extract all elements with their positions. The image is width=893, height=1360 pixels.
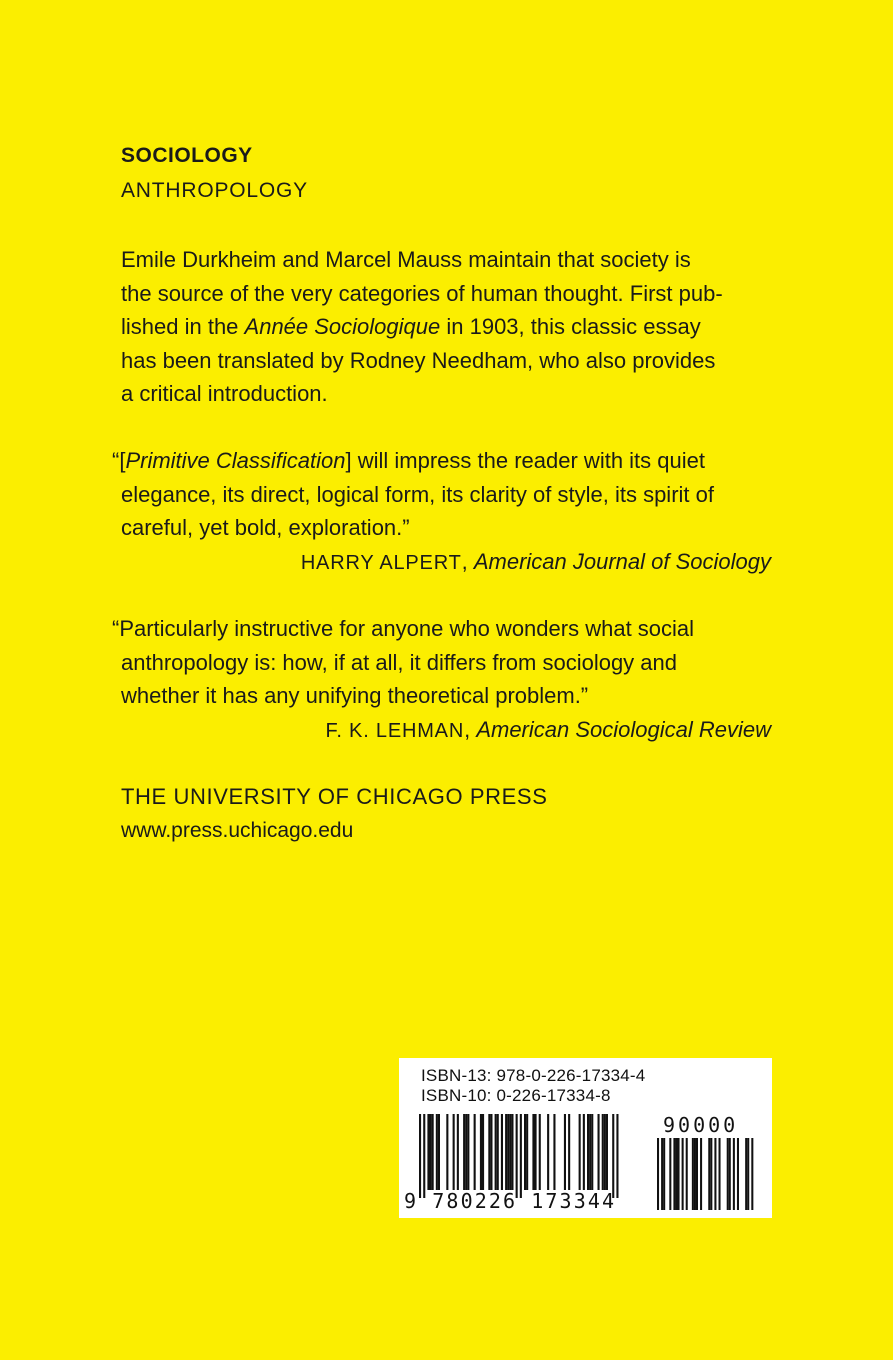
reviewer-source: American Journal of Sociology <box>473 549 771 574</box>
barcode-bar <box>419 1114 421 1198</box>
blurb-line: a critical introduction. <box>121 381 328 407</box>
barcode-bar <box>539 1114 541 1190</box>
addon-barcode-bar <box>729 1138 731 1210</box>
addon-barcode-bar <box>727 1138 729 1210</box>
barcode-bar <box>616 1114 618 1198</box>
addon-barcode-bar <box>673 1138 675 1210</box>
quote-line: elegance, its direct, logical form, its clarity of style, its spirit of <box>121 481 714 507</box>
barcode-bar <box>427 1114 429 1190</box>
barcode-bar <box>507 1114 509 1190</box>
quote-attribution-alpert <box>301 545 771 581</box>
quote-attribution-lehman <box>326 713 771 749</box>
quote-line: whether it has any unifying theoretical problem.” <box>121 683 589 709</box>
addon-barcode-bar <box>751 1138 753 1210</box>
barcode-bar <box>516 1114 518 1198</box>
barcode-bar <box>480 1114 482 1190</box>
barcode-bar <box>501 1114 503 1190</box>
isbn-barcode-label <box>399 1058 772 1218</box>
reviewer-name: F. K. LEHMAN <box>325 720 465 742</box>
barcode-bar <box>589 1114 591 1190</box>
category-secondary: ANTHROPOLOGY <box>121 179 308 202</box>
reviewer-name: HARRY ALPERT <box>300 552 462 574</box>
reviewer-source: American Sociological Review <box>476 717 771 742</box>
barcode-bar <box>606 1114 608 1190</box>
barcode-bar <box>505 1114 507 1190</box>
quote-line: “Particularly instructive for anyone who wonders what social <box>112 616 695 641</box>
addon-barcode-bar <box>733 1138 735 1210</box>
addon-barcode-bar <box>661 1138 663 1210</box>
addon-barcode-bar <box>682 1138 684 1210</box>
blurb-text: lished in the <box>121 314 245 340</box>
addon-barcode-bar <box>714 1138 716 1210</box>
blurb-line: Emile Durkheim and Marcel Mauss maintain that society is <box>121 247 691 272</box>
publisher-website: www.press.uchicago.edu <box>121 819 354 842</box>
attribution-separator: , <box>464 717 477 742</box>
barcode-bar <box>465 1114 467 1190</box>
barcode-bar <box>602 1114 604 1190</box>
quote-line: anthropology is: how, if at all, it differs from sociology and <box>121 649 677 675</box>
addon-barcode-bar <box>737 1138 739 1210</box>
addon-barcode-bar <box>719 1138 721 1210</box>
barcode-bar <box>436 1114 438 1190</box>
addon-barcode-bar <box>692 1138 694 1210</box>
barcode-bar <box>509 1114 511 1190</box>
barcode-bar <box>520 1114 522 1198</box>
barcode-bar <box>453 1114 455 1190</box>
addon-barcode-bar <box>657 1138 659 1210</box>
barcode-bar <box>457 1114 459 1190</box>
isbn10-text: ISBN-10: 0-226-17334-8 <box>421 1086 611 1105</box>
quote-line: careful, yet bold, exploration.” <box>121 515 410 541</box>
addon-barcode-bar <box>745 1138 747 1210</box>
description-blurb <box>121 243 801 411</box>
barcode-bar <box>532 1114 534 1190</box>
barcode-bar <box>583 1114 585 1190</box>
barcode-bar <box>423 1114 425 1198</box>
review-quote-lehman <box>112 612 812 713</box>
barcode-bar <box>432 1114 434 1190</box>
addon-barcode-bar <box>700 1138 702 1210</box>
barcode-bar <box>604 1114 606 1190</box>
barcode-bar <box>524 1114 526 1190</box>
barcode-bar <box>564 1114 566 1190</box>
isbn13-text: ISBN-13: 978-0-226-17334-4 <box>421 1066 646 1085</box>
barcode-bar <box>467 1114 469 1190</box>
addon-barcode-bar <box>710 1138 712 1210</box>
barcode-bar <box>497 1114 499 1190</box>
barcode-bar <box>430 1114 432 1190</box>
barcode-bar <box>526 1114 528 1190</box>
barcode-bar <box>568 1114 570 1190</box>
attribution-separator: , <box>461 549 474 574</box>
addon-barcode-bar <box>663 1138 665 1210</box>
publisher-name: THE UNIVERSITY OF CHICAGO PRESS <box>121 784 548 809</box>
barcode-bar <box>591 1114 593 1190</box>
review-quote-alpert <box>112 444 812 545</box>
addon-barcode-bar <box>686 1138 688 1210</box>
barcode-bar <box>579 1114 581 1190</box>
barcode-bar <box>446 1114 448 1190</box>
category-primary: SOCIOLOGY <box>121 144 253 167</box>
barcode-bar <box>474 1114 476 1190</box>
ean-digits: 9 780226 173344 <box>404 1189 617 1213</box>
blurb-line: has been translated by Rodney Needham, who also provides <box>121 347 716 373</box>
journal-title: Année Sociologique <box>244 314 441 340</box>
barcode-bar <box>495 1114 497 1190</box>
addon-barcode-bar <box>694 1138 696 1210</box>
blurb-text: in 1903, this classic essay <box>440 314 701 340</box>
book-title: Primitive Classification <box>125 448 346 473</box>
price-code: 90000 <box>663 1113 739 1137</box>
barcode-bar <box>488 1114 490 1190</box>
barcode-bar <box>535 1114 537 1190</box>
barcode-bar <box>490 1114 492 1190</box>
addon-barcode-bar <box>669 1138 671 1210</box>
addon-barcode-bar <box>708 1138 710 1210</box>
addon-barcode-bar <box>696 1138 698 1210</box>
quote-text: ] will impress the reader with its quiet <box>345 448 705 473</box>
quote-line <box>112 444 812 478</box>
barcode-bar <box>547 1114 549 1190</box>
addon-barcode-bar <box>747 1138 749 1210</box>
barcode-bar <box>511 1114 513 1190</box>
barcode-bar <box>463 1114 465 1190</box>
barcode-bar <box>438 1114 440 1190</box>
barcode-bar <box>612 1114 614 1198</box>
barcode-bar <box>553 1114 555 1190</box>
barcode-bar <box>598 1114 600 1190</box>
blurb-line <box>121 310 801 344</box>
barcode-bar <box>482 1114 484 1190</box>
barcode-bar <box>587 1114 589 1190</box>
quote-open: “[ <box>112 448 126 473</box>
blurb-line: the source of the very categories of human thought. First pub- <box>121 280 723 306</box>
addon-barcode-bar <box>678 1138 680 1210</box>
addon-barcode-bar <box>675 1138 677 1210</box>
